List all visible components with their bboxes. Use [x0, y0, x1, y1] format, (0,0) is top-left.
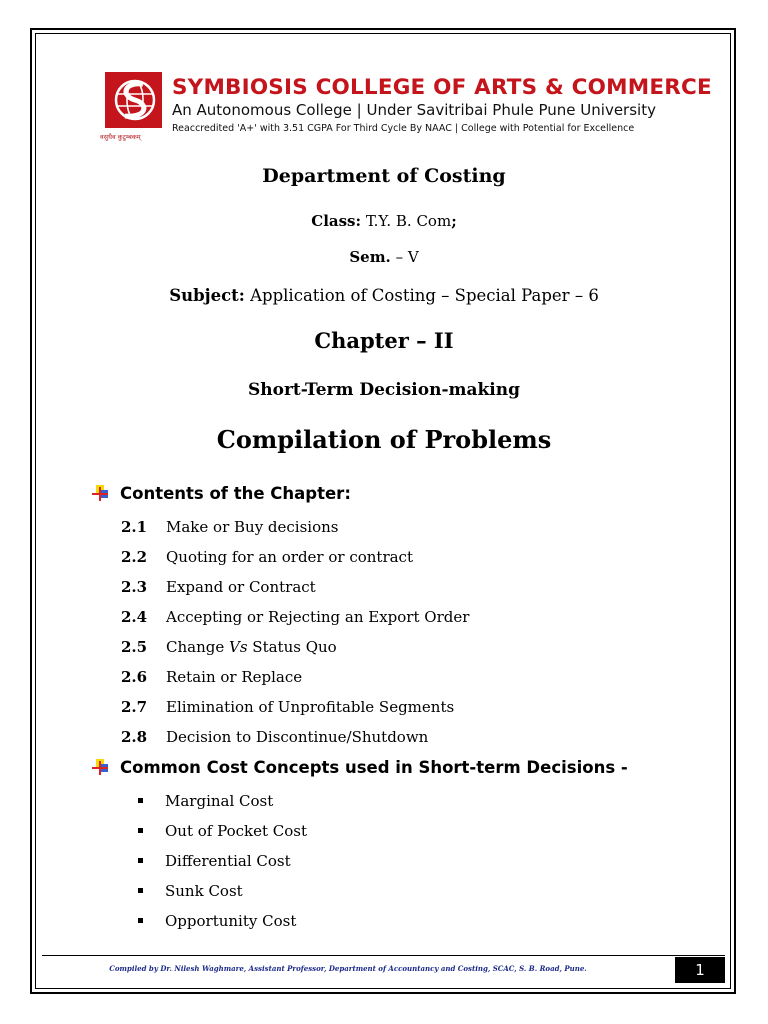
bullet-arrow-icon — [92, 759, 112, 775]
class-line — [0, 212, 768, 230]
class-label: Class: — [311, 212, 362, 230]
concepts-heading — [92, 758, 628, 777]
list-item: Opportunity Cost — [138, 912, 296, 930]
square-bullet-icon — [138, 858, 143, 863]
accreditation-line: Reaccredited 'A+' with 3.51 CGPA For Third Cycle By NAAC | College with Potential for Excellence — [172, 123, 635, 134]
chapter-title: Short-Term Decision-making — [247, 380, 521, 400]
square-bullet-icon — [138, 798, 143, 803]
semester-line — [0, 248, 768, 266]
class-suffix: ; — [451, 212, 457, 230]
chapter-number: Chapter – II — [314, 328, 454, 353]
list-item: 2.8 Decision to Discontinue/Shutdown — [121, 728, 429, 746]
sem-label: Sem. — [349, 248, 391, 266]
list-item: Marginal Cost — [138, 792, 273, 810]
subject-value: Application of Costing – Special Paper – 6 — [244, 286, 599, 305]
square-bullet-icon — [138, 918, 143, 923]
subject-label: Subject: — [169, 286, 245, 305]
footer-credit: Compiled by Dr. Nilesh Waghmare, Assistant Professor, Department of Accountancy and Costing, SCAC, S. B. Road, Pune. — [109, 964, 587, 973]
list-item: 2.4 Accepting or Rejecting an Export Order — [121, 608, 470, 626]
class-value: T.Y. B. Com — [361, 212, 452, 230]
college-logo-icon — [105, 72, 162, 140]
list-item: 2.5 Change Vs Status Quo — [121, 638, 337, 656]
list-item: Sunk Cost — [138, 882, 243, 900]
contents-heading — [92, 484, 351, 503]
compilation-title: Compilation of Problems — [216, 425, 552, 454]
list-item: 2.3 Expand or Contract — [121, 578, 316, 596]
college-name: SYMBIOSIS COLLEGE OF ARTS & COMMERCE — [172, 75, 712, 100]
list-item: 2.1 Make or Buy decisions — [121, 518, 339, 536]
college-subtitle: An Autonomous College | Under Savitribai Phule Pune University — [172, 101, 656, 119]
concepts-heading-text: Common Cost Concepts used in Short-term Decisions - — [120, 758, 628, 777]
footer-divider — [42, 955, 725, 956]
bullet-arrow-icon — [92, 485, 112, 501]
list-item: 2.6 Retain or Replace — [121, 668, 303, 686]
logo-tagline: वसुधैव कुटुम्बकम् — [100, 133, 141, 141]
page-number: 1 — [675, 957, 725, 983]
department-title: Department of Costing — [262, 165, 506, 187]
sem-value: – V — [390, 248, 419, 266]
list-item: 2.7 Elimination of Unprofitable Segments — [121, 698, 455, 716]
list-item: Differential Cost — [138, 852, 291, 870]
square-bullet-icon — [138, 828, 143, 833]
subject-line — [0, 286, 768, 305]
list-item: Out of Pocket Cost — [138, 822, 307, 840]
square-bullet-icon — [138, 888, 143, 893]
contents-heading-text: Contents of the Chapter: — [120, 484, 351, 503]
list-item: 2.2 Quoting for an order or contract — [121, 548, 413, 566]
